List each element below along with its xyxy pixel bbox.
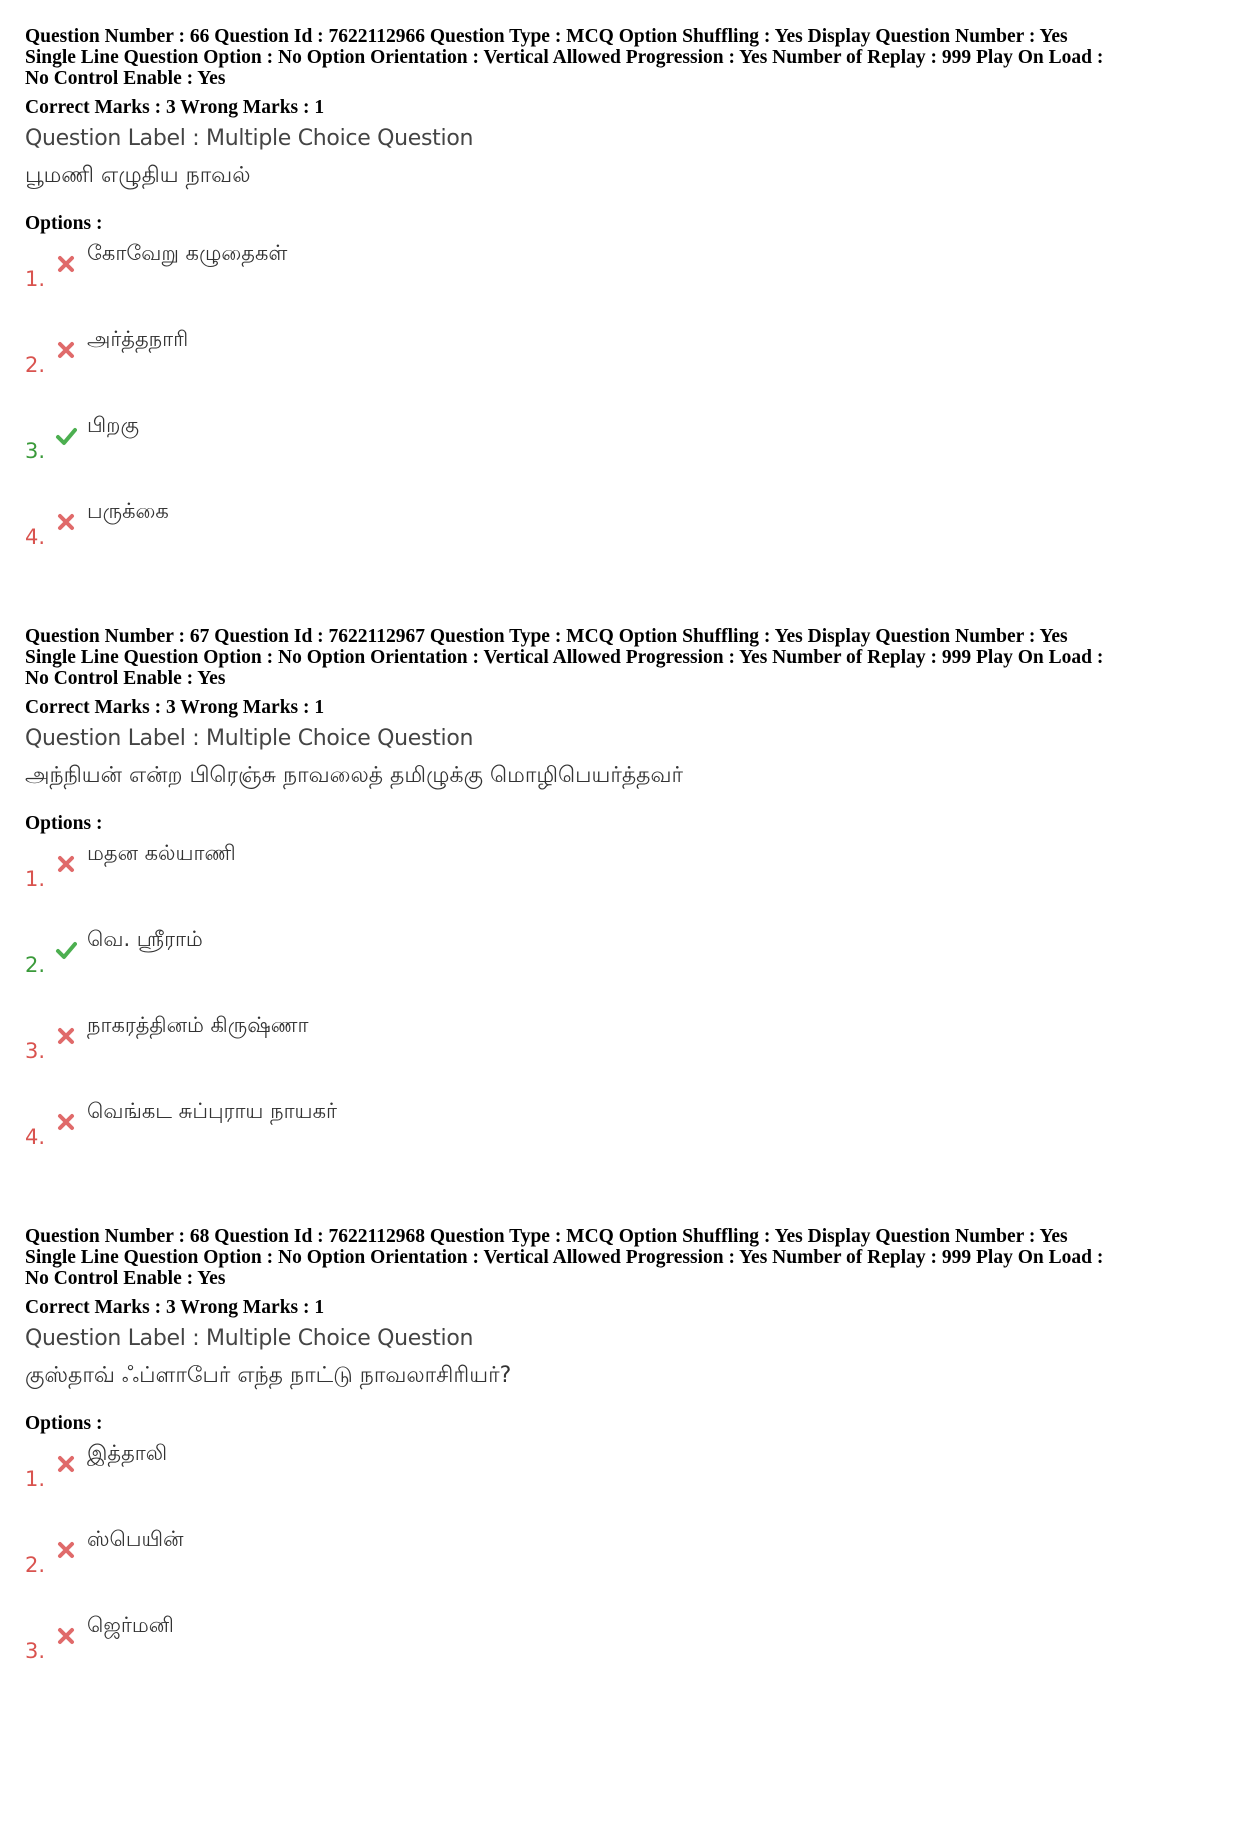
question-meta-line-1: Question Number : 68 Question Id : 7622112968 Question Type : MCQ Option Shuffling : Yes Display Question Number : Yes <box>25 1226 1068 1247</box>
option-text: பருக்கை <box>87 499 169 523</box>
options-title: Options : <box>25 213 103 234</box>
question-meta-line-1: Question Number : 67 Question Id : 7622112967 Question Type : MCQ Option Shuffling : Yes Display Question Number : Yes <box>25 626 1068 647</box>
option-item <box>25 413 1220 499</box>
option-item <box>25 1613 1220 1699</box>
check-icon <box>55 425 77 447</box>
option-text: இத்தாலி <box>87 1441 168 1465</box>
option-number: 4. <box>25 525 46 549</box>
option-item <box>25 1099 1220 1185</box>
option-text: மதன கல்யாணி <box>87 841 236 865</box>
cross-icon <box>55 1111 77 1133</box>
cross-icon <box>55 1025 77 1047</box>
check-icon <box>55 939 77 961</box>
option-item <box>25 327 1220 413</box>
page <box>25 26 1220 1826</box>
option-text: கோவேறு கழுதைகள் <box>87 241 288 265</box>
option-number: 1. <box>25 1467 46 1491</box>
question-block <box>25 26 1220 626</box>
question-meta-line-2: Single Line Question Option : No Option Orientation : Vertical Allowed Progression : Yes Number of Replay : 999 Play On Load : <box>25 647 1104 668</box>
cross-icon <box>55 339 77 361</box>
option-number: 2. <box>25 1553 46 1577</box>
question-marks: Correct Marks : 3 Wrong Marks : 1 <box>25 97 325 118</box>
option-text: அர்த்தநாரி <box>87 327 189 351</box>
question-text: பூமணி எழுதிய நாவல் <box>25 163 251 188</box>
options-title: Options : <box>25 1413 103 1434</box>
option-item <box>25 1441 1220 1527</box>
options-list <box>25 241 1220 585</box>
option-number: 3. <box>25 1039 46 1063</box>
option-number: 3. <box>25 1639 46 1663</box>
question-marks: Correct Marks : 3 Wrong Marks : 1 <box>25 1297 325 1318</box>
question-meta-line-3: No Control Enable : Yes <box>25 68 226 89</box>
question-meta-line-3: No Control Enable : Yes <box>25 1268 226 1289</box>
options-title: Options : <box>25 813 103 834</box>
question-meta-line-2: Single Line Question Option : No Option Orientation : Vertical Allowed Progression : Yes Number of Replay : 999 Play On Load : <box>25 1247 1104 1268</box>
question-block <box>25 1226 1220 1826</box>
option-text: ஸ்பெயின் <box>87 1527 184 1551</box>
option-item <box>25 841 1220 927</box>
cross-icon <box>55 1539 77 1561</box>
option-item <box>25 927 1220 1013</box>
question-label: Question Label : Multiple Choice Question <box>25 1326 474 1351</box>
option-item <box>25 241 1220 327</box>
option-number: 1. <box>25 267 46 291</box>
question-meta-line-3: No Control Enable : Yes <box>25 668 226 689</box>
option-item <box>25 1527 1220 1613</box>
cross-icon <box>55 1625 77 1647</box>
cross-icon <box>55 253 77 275</box>
option-text: நாகரத்தினம் கிருஷ்ணா <box>87 1013 309 1037</box>
option-item <box>25 499 1220 585</box>
option-text: வெங்கட சுப்புராய நாயகர் <box>87 1099 337 1123</box>
question-block <box>25 626 1220 1226</box>
question-label: Question Label : Multiple Choice Question <box>25 126 474 151</box>
question-meta-line-1: Question Number : 66 Question Id : 7622112966 Question Type : MCQ Option Shuffling : Yes Display Question Number : Yes <box>25 26 1068 47</box>
option-text: வெ. ஸ்ரீராம் <box>87 927 203 951</box>
option-number: 2. <box>25 953 46 977</box>
cross-icon <box>55 1453 77 1475</box>
question-text: அந்நியன் என்ற பிரெஞ்சு நாவலைத் தமிழுக்கு மொழிபெயர்த்தவர் <box>25 763 684 788</box>
option-text: ஜெர்மனி <box>87 1613 174 1637</box>
options-list <box>25 1441 1220 1699</box>
options-list <box>25 841 1220 1185</box>
option-number: 4. <box>25 1125 46 1149</box>
question-marks: Correct Marks : 3 Wrong Marks : 1 <box>25 697 325 718</box>
question-label: Question Label : Multiple Choice Question <box>25 726 474 751</box>
cross-icon <box>55 853 77 875</box>
option-number: 3. <box>25 439 46 463</box>
option-text: பிறகு <box>87 413 139 437</box>
cross-icon <box>55 511 77 533</box>
option-number: 2. <box>25 353 46 377</box>
question-meta-line-2: Single Line Question Option : No Option Orientation : Vertical Allowed Progression : Yes Number of Replay : 999 Play On Load : <box>25 47 1104 68</box>
question-text: குஸ்தாவ் ஃப்ளாபேர் எந்த நாட்டு நாவலாசிரியர்? <box>25 1363 512 1388</box>
option-number: 1. <box>25 867 46 891</box>
option-item <box>25 1013 1220 1099</box>
